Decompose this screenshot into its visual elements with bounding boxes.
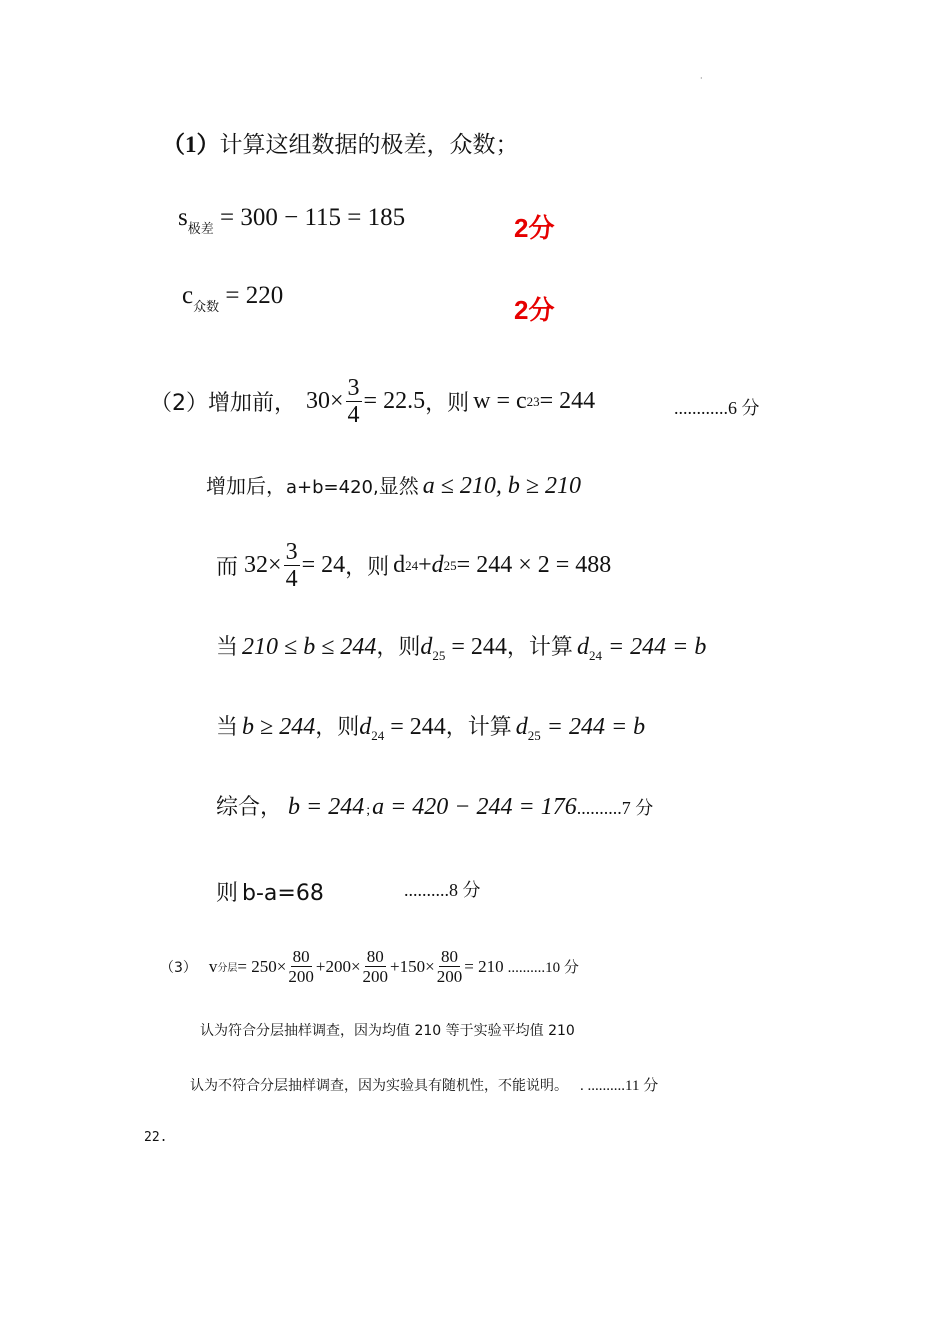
case2-when: 当 — [216, 715, 239, 740]
part2-label: （2）增加前， — [150, 391, 296, 416]
w-expr: w = c — [473, 388, 527, 414]
points-11: . ..........11 分 — [580, 1078, 659, 1094]
then-1: ，则 — [425, 391, 470, 416]
f2-den: 200 — [362, 967, 389, 986]
case2-calc-val: = 244 = b — [540, 714, 646, 740]
case2-then: ，则 — [315, 715, 360, 740]
range-expr: = 300 − 115 = 185 — [213, 204, 406, 231]
before-fraction — [346, 376, 362, 427]
before-coef: 30× — [306, 388, 344, 414]
summary-b: b = 244 — [288, 794, 365, 820]
and-frac-num: 3 — [285, 539, 298, 565]
and-eq: = 24 — [301, 552, 346, 578]
case1-res-val: = 244 — [445, 634, 507, 660]
mode-score: 2分 — [514, 295, 555, 325]
range-formula — [178, 204, 405, 237]
and-fraction — [284, 540, 300, 591]
f1-den: 200 — [288, 967, 314, 986]
mode-var: c — [182, 282, 194, 309]
term-1: = 250× — [237, 956, 287, 976]
case1-then: ，则 — [376, 635, 421, 660]
fraction-2 — [363, 948, 389, 985]
d-sum-val: = 244 × 2 = 488 — [456, 552, 612, 578]
w-sub: 23 — [526, 393, 540, 409]
summary-a: a = 420 − 244 = 176 — [372, 794, 577, 820]
f1-num: 80 — [292, 947, 310, 966]
d25: d — [431, 552, 444, 578]
range-var: s — [178, 204, 188, 231]
case2-calc: ，计算 — [445, 715, 512, 740]
final-line — [216, 876, 324, 907]
case1-calc-sub: 24 — [588, 648, 602, 663]
fraction-1 — [288, 948, 314, 985]
and-coef: 32× — [244, 552, 282, 578]
term-2: +200× — [315, 956, 361, 976]
f3-num: 80 — [440, 947, 458, 966]
case1-calc-val: = 244 = b — [601, 634, 707, 660]
points-8: ..........8 分 — [404, 880, 481, 900]
corner-mark: · — [700, 74, 703, 83]
then-2: ，则 — [345, 555, 390, 580]
mode-formula — [182, 282, 283, 315]
before-frac-den: 4 — [347, 402, 360, 428]
final-label: 则 — [216, 881, 239, 906]
part1-heading — [162, 126, 519, 159]
part3-label: （3） — [160, 959, 197, 976]
points-10: ..........10 分 — [507, 960, 579, 976]
case1-res-sub: 25 — [432, 648, 446, 663]
after-line — [206, 470, 581, 500]
f2-num: 80 — [366, 947, 384, 966]
v-sub: 分层 — [217, 963, 238, 974]
part1-heading-text: 计算这组数据的极差，众数； — [219, 132, 519, 158]
case2-calc-sub: 25 — [527, 728, 541, 743]
range-sub: 极差 — [187, 222, 214, 237]
case1-calc-var: d — [576, 634, 589, 660]
points-6: ............6 分 — [674, 398, 760, 418]
and-line — [216, 540, 611, 591]
mode-expr: = 220 — [219, 282, 284, 309]
note-1: 认为符合分层抽样调查，因为均值 210 等于实验平均值 210 — [200, 1023, 575, 1039]
part1-heading-num: （1） — [162, 132, 220, 157]
note-2: 认为不符合分层抽样调查，因为实验具有随机性，不能说明。 — [190, 1078, 568, 1094]
after-ineq: a ≤ 210, b ≥ 210 — [422, 473, 582, 499]
range-score: 2分 — [514, 213, 555, 243]
f3-den: 200 — [436, 967, 463, 986]
note-2-line — [190, 1074, 658, 1095]
case2-calc-var: d — [515, 714, 528, 740]
before-frac-num: 3 — [347, 375, 360, 401]
v-var: v — [208, 956, 218, 976]
d24-sub: 24 — [405, 557, 419, 573]
summary-line — [216, 790, 653, 821]
w-val: = 244 — [539, 388, 596, 414]
after-obvious: 显然 — [378, 474, 419, 498]
and-label: 而 — [216, 555, 239, 580]
case1-line — [216, 630, 706, 664]
case2-res-sub: 24 — [371, 728, 385, 743]
d24: d — [393, 552, 406, 578]
case1-cond: 210 ≤ b ≤ 244 — [242, 634, 377, 660]
case1-res-var: d — [420, 634, 433, 660]
case2-cond: b ≥ 244 — [242, 714, 316, 740]
part3-line — [160, 948, 579, 985]
part2-before-line — [150, 376, 595, 427]
before-eq: = 22.5 — [363, 388, 426, 414]
case2-line — [216, 710, 645, 744]
summary-sep: ; — [366, 803, 371, 818]
term-3: +150× — [390, 956, 435, 976]
case1-calc: ，计算 — [506, 635, 573, 660]
plus: + — [418, 552, 432, 578]
case2-res-val: = 244 — [384, 714, 446, 740]
part3-result: = 210 — [464, 956, 504, 976]
case2-res-var: d — [359, 714, 372, 740]
summary-label: 综合， — [216, 795, 283, 820]
after-label: 增加后， — [206, 474, 286, 498]
final-expr: b-a=68 — [242, 881, 324, 906]
page-footer: 22. — [144, 1130, 168, 1145]
case1-when: 当 — [216, 635, 239, 660]
d25-sub: 25 — [443, 557, 457, 573]
and-frac-den: 4 — [285, 566, 298, 592]
points-7: ..........7 分 — [576, 798, 654, 818]
after-sum: a+b=420, — [286, 477, 379, 498]
fraction-3 — [437, 948, 463, 985]
mode-sub: 众数 — [193, 300, 220, 315]
